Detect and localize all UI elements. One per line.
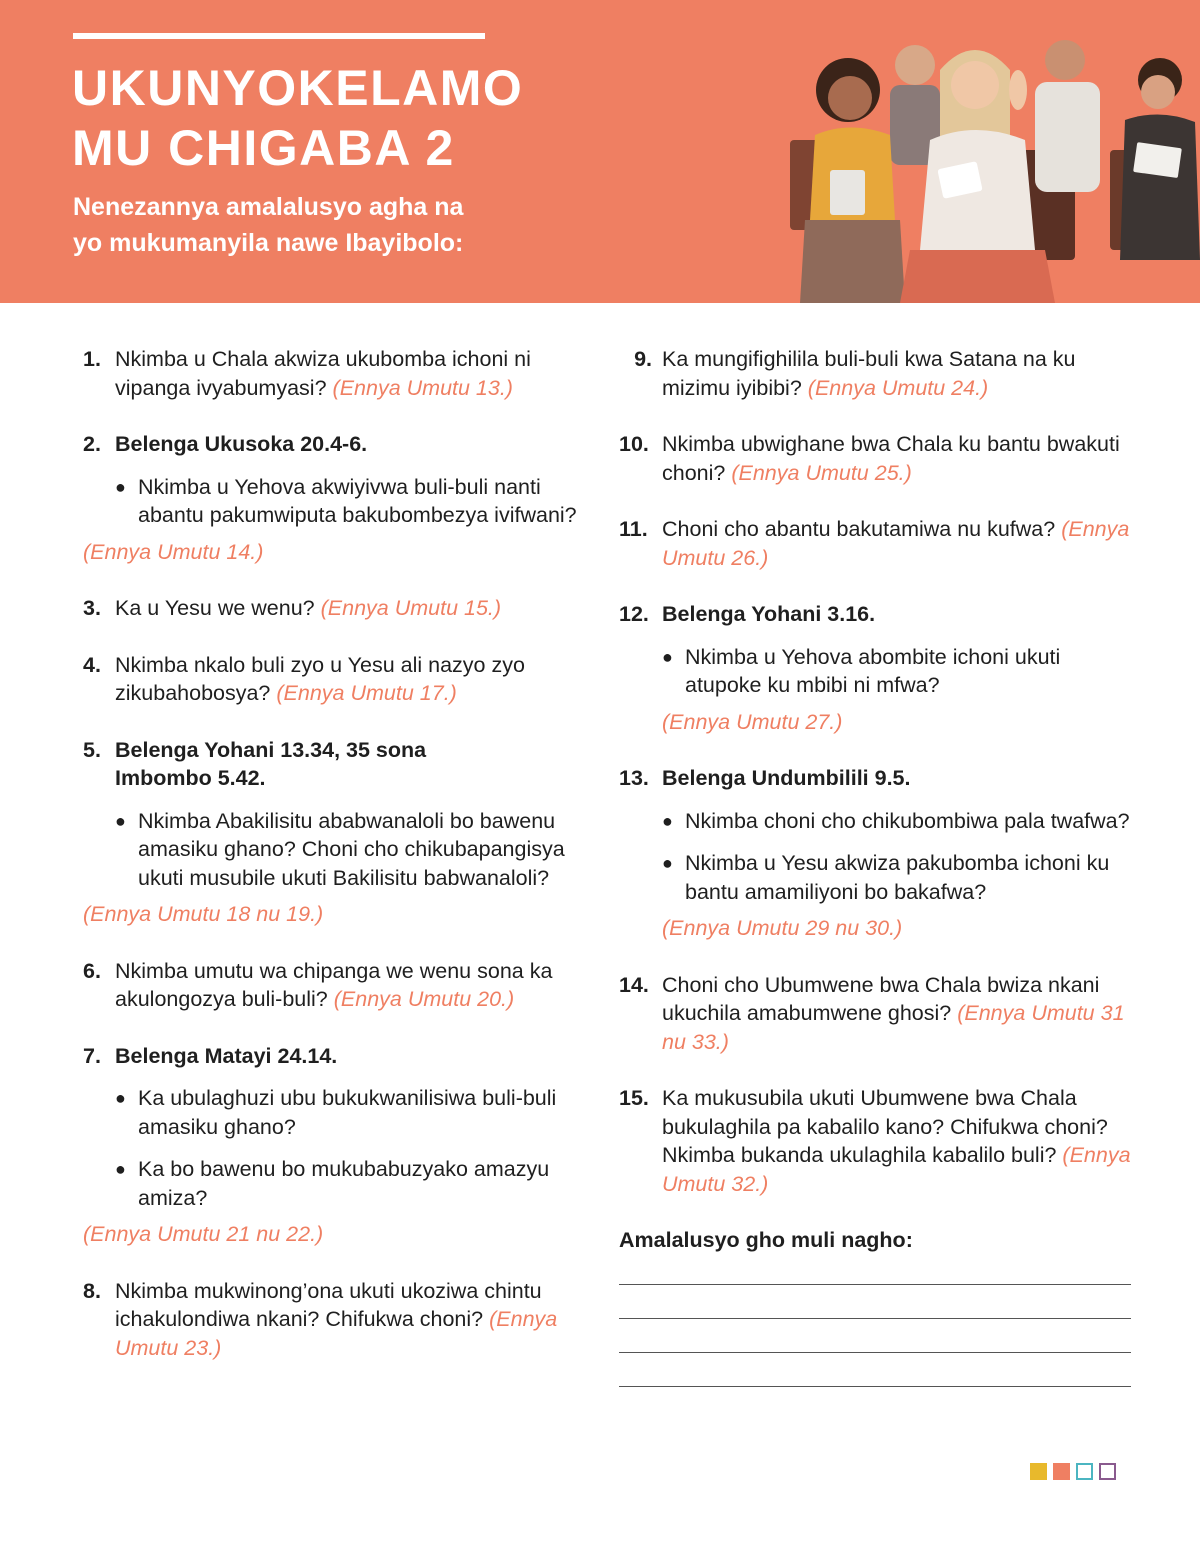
question-number: 8. bbox=[83, 1278, 101, 1303]
bullet-item bbox=[662, 643, 1139, 700]
reading-instruction: Belenga Ukusoka 20.4-6. bbox=[115, 432, 368, 456]
question-text: Choni cho Ubumwene bwa Chala bwiza nkani ukuchila amabumwene ghosi? bbox=[662, 972, 1100, 1025]
question-4 bbox=[83, 651, 583, 708]
bullet-icon: ● bbox=[115, 810, 126, 831]
question-13 bbox=[619, 764, 1139, 943]
purple-outline-square-icon bbox=[1099, 1463, 1116, 1480]
lesson-reference: (Ennya Umutu 27.) bbox=[662, 709, 843, 734]
question-3 bbox=[83, 594, 583, 623]
question-number: 1. bbox=[83, 347, 101, 371]
lesson-reference: (Ennya Umutu 18 nu 19.) bbox=[83, 902, 324, 926]
bullet-item bbox=[115, 1084, 583, 1141]
teal-outline-square-icon bbox=[1076, 1463, 1093, 1480]
bullet-item bbox=[115, 807, 583, 893]
question-8 bbox=[83, 1277, 583, 1363]
bullet-icon: ● bbox=[662, 646, 673, 667]
coral-square-icon bbox=[1053, 1463, 1070, 1480]
subtitle-line-2: yo mukumanyila nawe Ibayibolo: bbox=[73, 229, 464, 257]
question-number: 11. bbox=[619, 517, 648, 541]
question-5 bbox=[83, 736, 583, 929]
question-6 bbox=[83, 957, 583, 1014]
bullet-text: Ka bo bawenu bo mukubabuzyako amazyu amiza? bbox=[138, 1157, 550, 1210]
question-number: 3. bbox=[83, 596, 101, 620]
question-text: Nkimba u Chala akwiza ukubomba ichoni ni vipanga ivyabumyasi? bbox=[115, 347, 531, 400]
question-number: 14. bbox=[619, 972, 649, 997]
question-text: Choni cho abantu bakutamiwa nu kufwa? bbox=[662, 517, 1056, 541]
bullet-text: Ka ubulaghuzi ubu bukukwanilisiwa buli-buli amasiku ghano? bbox=[138, 1086, 557, 1139]
question-number: 9. bbox=[634, 347, 652, 371]
answer-line[interactable] bbox=[619, 1386, 1131, 1387]
bullet-text: Nkimba u Yehova abombite ichoni ukuti atupoke ku mbibi ni mfwa? bbox=[685, 644, 1061, 697]
question-15 bbox=[619, 1084, 1139, 1198]
question-text: Nkimba ubwighane bwa Chala ku bantu bwakuti choni? bbox=[662, 432, 1120, 485]
bullet-item bbox=[662, 807, 1139, 836]
page-title bbox=[72, 58, 592, 178]
question-11 bbox=[619, 515, 1139, 572]
lesson-reference: (Ennya Umutu 31 nu 33.) bbox=[662, 1001, 1125, 1054]
bullet-text: Nkimba choni cho chikubombiwa pala twafwa? bbox=[685, 808, 1130, 833]
title-line-1: UKUNYOKELAMO bbox=[72, 60, 524, 116]
bullet-icon: ● bbox=[115, 1159, 126, 1179]
question-number: 10. bbox=[619, 432, 649, 456]
seated-people-illustration bbox=[790, 30, 1200, 303]
lesson-reference: (Ennya Umutu 26.) bbox=[662, 517, 1130, 570]
yellow-square-icon bbox=[1030, 1463, 1047, 1480]
question-number: 7. bbox=[83, 1043, 101, 1068]
question-text: Ka mungifighilila buli-buli kwa Satana na ku mizimu iyibibi? bbox=[662, 347, 1076, 400]
answer-line[interactable] bbox=[619, 1284, 1131, 1285]
question-text: Ka mukusubila ukuti Ubumwene bwa Chala bukulaghila pa kabalilo kano? Chifukwa choni? Nkimba bukanda ukulaghila kabalilo buli? bbox=[662, 1086, 1108, 1167]
answer-line[interactable] bbox=[619, 1318, 1131, 1319]
lesson-reference: (Ennya Umutu 15.) bbox=[320, 596, 502, 620]
lesson-reference: (Ennya Umutu 29 nu 30.) bbox=[662, 916, 903, 940]
reading-instruction: Belenga Matayi 24.14. bbox=[115, 1043, 338, 1068]
bullet-icon: ● bbox=[115, 1088, 126, 1108]
question-number: 4. bbox=[83, 652, 101, 677]
bullet-item bbox=[115, 1155, 583, 1212]
bullet-item bbox=[115, 473, 583, 530]
lesson-reference: (Ennya Umutu 20.) bbox=[333, 987, 515, 1011]
bullet-icon: ● bbox=[662, 810, 673, 831]
question-1 bbox=[83, 345, 583, 402]
header-banner bbox=[0, 0, 1200, 303]
question-number: 5. bbox=[83, 737, 101, 762]
lesson-reference: (Ennya Umutu 23.) bbox=[115, 1307, 558, 1360]
reading-instruction: Belenga Yohani 13.34, 35 sona Imbombo 5.42. bbox=[115, 737, 427, 790]
question-number: 12. bbox=[619, 602, 649, 626]
question-number: 15. bbox=[619, 1086, 649, 1110]
question-number: 13. bbox=[619, 766, 649, 790]
answer-lines bbox=[619, 1284, 1139, 1387]
lesson-reference: (Ennya Umutu 14.) bbox=[83, 539, 264, 564]
subtitle-line-1: Nenezannya amalalusyo agha na bbox=[73, 193, 464, 221]
reading-instruction: Belenga Undumbilili 9.5. bbox=[662, 766, 911, 790]
bullet-icon: ● bbox=[662, 853, 673, 873]
bullet-text: Nkimba Abakilisitu ababwanaloli bo bawenu amasiku ghano? Choni cho chikubapangisya ukuti musubile ukuti Bakilisitu babwanaloli? bbox=[138, 808, 565, 890]
question-text: Nkimba mukwinong’ona ukuti ukoziwa chintu ichakulondiwa nkani? Chifukwa choni? bbox=[115, 1278, 542, 1331]
question-7 bbox=[83, 1042, 583, 1249]
question-text: Nkimba umutu wa chipanga we wenu sona ka akulongozya buli-buli? bbox=[115, 958, 553, 1011]
bullet-item bbox=[662, 849, 1139, 906]
questions-right-column bbox=[619, 345, 1139, 1387]
lesson-reference: (Ennya Umutu 17.) bbox=[276, 681, 457, 705]
page-subtitle bbox=[73, 189, 533, 261]
question-text: Nkimba nkalo buli zyo u Yesu ali nazyo zyo zikubahobosya? bbox=[115, 652, 525, 705]
question-10 bbox=[619, 430, 1139, 487]
questions-left-column bbox=[83, 345, 583, 1390]
reading-instruction: Belenga Yohani 3.16. bbox=[662, 602, 876, 626]
question-12 bbox=[619, 600, 1139, 736]
lesson-reference: (Ennya Umutu 25.) bbox=[731, 460, 912, 485]
question-2 bbox=[83, 430, 583, 566]
question-number: 2. bbox=[83, 432, 101, 456]
question-9 bbox=[619, 345, 1139, 402]
bullet-text: Nkimba u Yehova akwiyivwa buli-buli nanti abantu pakumwiputa bakubombezya ivifwani? bbox=[138, 474, 577, 527]
question-text: Ka u Yesu we wenu? bbox=[115, 596, 315, 620]
color-squares-decoration bbox=[1030, 1463, 1116, 1480]
lesson-reference: (Ennya Umutu 21 nu 22.) bbox=[83, 1222, 324, 1246]
header-rule bbox=[73, 33, 485, 39]
lesson-reference: (Ennya Umutu 24.) bbox=[807, 375, 989, 400]
lesson-reference: (Ennya Umutu 13.) bbox=[332, 375, 513, 400]
bullet-text: Nkimba u Yesu akwiza pakubomba ichoni ku bantu amamiliyoni bo bakafwa? bbox=[685, 851, 1110, 904]
title-line-2: MU CHIGABA 2 bbox=[72, 120, 455, 176]
question-14 bbox=[619, 971, 1139, 1057]
question-number: 6. bbox=[83, 958, 101, 983]
own-questions-label: Amalalusyo gho muli nagho: bbox=[619, 1228, 913, 1252]
lesson-reference: (Ennya Umutu 32.) bbox=[662, 1143, 1131, 1196]
answer-line[interactable] bbox=[619, 1352, 1131, 1353]
bullet-icon: ● bbox=[115, 476, 126, 497]
